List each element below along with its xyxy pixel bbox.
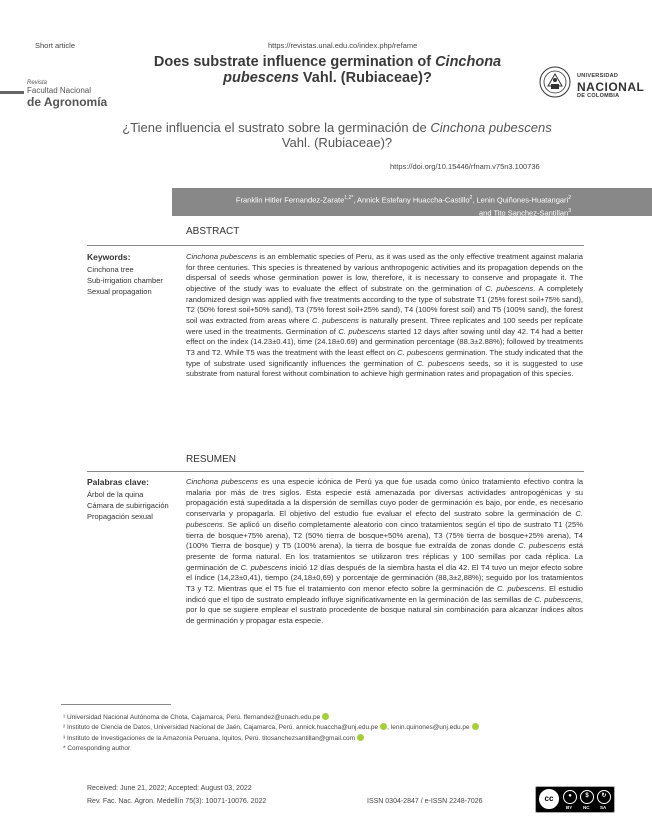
footnote-divider: [61, 704, 171, 705]
university-name-line2: NACIONAL: [577, 80, 645, 94]
journal-logo-line2: Facultad Nacional: [27, 86, 92, 95]
author-4-prefix: and: [478, 208, 494, 217]
resumen-heading: RESUMEN: [186, 454, 237, 465]
university-seal-icon: [538, 64, 572, 100]
title-en-suffix: Vahl. (Rubiaceae)?: [298, 70, 432, 86]
footnote-3: [63, 734, 479, 744]
sa-label: SA: [600, 805, 607, 810]
by-icon: ●: [563, 790, 577, 804]
author-band: Franklin Hitler Fernandez-Zarate$^{1,2*}$, Annick Estefany Huaccha-Castillo$^2$, Lenin Quiñones-Huatangari$^2$ and Tito Sanchez-Santillan$^3$: [172, 188, 652, 216]
title-spanish: [122, 120, 552, 150]
abstract-heading: ABSTRACT: [186, 226, 240, 237]
logo-accent-bar: [0, 91, 24, 94]
orcid-icon[interactable]: [472, 723, 479, 730]
footnote-1: [63, 713, 479, 723]
footnotes: [63, 713, 479, 755]
journal-url-link[interactable]: https://revistas.unal.edu.co/index.php/refame: [268, 41, 418, 50]
doi-link[interactable]: https://doi.org/10.15446/rfnam.v75n3.100736: [390, 162, 540, 171]
resumen-segment: es una especie icónica de Perú ya que fue usada como único tratamiento efectivo contra la malaria por más de tres siglos. Esta especie está amenazada por diversas actividades antropogénicas y su propagación está supeditada a la dispersión de semillas cuyo poder de germinación es bajo, por ende, es necesario conservarla y propagarla. El objetivo del estudio fue evaluar el efecto del sustrato sobre la germinación de: [186, 477, 583, 519]
university-name-line1: UNIVERSIDAD: [577, 73, 619, 79]
species-name: Cinchona pubescens: [186, 252, 258, 261]
title-es-species: Cinchona pubescens: [430, 120, 552, 135]
abstract-segment: is naturally present. Three replicates and 100 seeds per replicate were used in the treatments. Germination of: [186, 315, 583, 336]
article-type: Short article: [35, 41, 76, 50]
abstract-segment: seeds, so it is suggested to use substrate from natural forest without combination to achieve high germination rates and propagation of this species.: [186, 358, 584, 379]
nc-icon: $: [580, 790, 594, 804]
abstract-divider: [87, 245, 584, 246]
citation: Rev. Fac. Nac. Agron. Medellín 75(3): 10071-10076. 2022: [87, 798, 267, 805]
university-logo: [538, 64, 648, 104]
species-name: Cinchona pubescens: [186, 477, 258, 486]
author-1-affil: 1,2*: [344, 195, 354, 201]
journal-logo-line1: Revista: [27, 80, 48, 86]
journal-logo: [27, 80, 119, 109]
author-4[interactable]: Tito Sanchez-Santillan: [493, 208, 569, 217]
abstract-body: [186, 252, 583, 380]
footnote-2: [63, 723, 479, 733]
cc-icon: cc: [539, 789, 559, 809]
sa-icon: ↻: [597, 790, 611, 804]
species-name: C. pubescens: [338, 326, 386, 336]
cc-license-badge[interactable]: [535, 786, 615, 813]
resumen-divider: [87, 471, 584, 472]
author-3-affil: 2: [568, 195, 571, 201]
keywords-list: [87, 264, 163, 297]
title-en-prefix: Does substrate influence germination of: [153, 54, 436, 70]
author-2-affil: 2: [469, 195, 473, 201]
keyword-item: Árbol de la quina: [87, 490, 144, 499]
by-label: BY: [566, 805, 573, 810]
abstract-segment: . A completely randomized design was applied with five treatments according to the type of substrate T1 (25% forest soil+75% sand), T2 (50% forest soil+50% sand), T3 (75% forest soil+25% sand), T4 (100% forest soil) and T5 (100% sand), the forest soil was extracted from areas where: [186, 283, 583, 325]
author-1[interactable]: Franklin Hitler Fernandez-Zarate: [235, 195, 345, 205]
received-dates: Received: June 21, 2022; Accepted: August 03, 2022: [87, 785, 252, 792]
species-name: C. pubescens: [485, 283, 534, 293]
species-name: C. pubescens: [240, 562, 288, 572]
issn: ISSN 0304-2847 / e-ISSN 2248-7026: [367, 798, 483, 805]
orcid-icon[interactable]: [357, 734, 364, 741]
species-name: C. pubescens: [186, 509, 583, 529]
abstract-segment: is an emblematic species of Peru, as it was used as the only effective treatment against malaria for three centuries. This species is threatened by various anthropogenic activities and its propagation depends on the dispersal of seeds whose germination power is low, therefore, it is necessary to conserve and propagate it. The objective of the study was to evaluate the effect of substrate on the germination of: [186, 252, 583, 293]
species-name: C. pubescens: [496, 584, 545, 594]
keyword-item: Cinchona tree: [87, 265, 134, 274]
author-3[interactable]: Lenin Quiñones-Huatangari: [476, 195, 569, 205]
abstract-segment: started 12 days after sowing until day 42. T4 had a better effect on the index (14.23±0.41), time (24.18±0.69) and germination percentage (88.3±2.88%); followed by treatments T3 and T2. While T5 was the treatment with the least effect on: [186, 326, 583, 357]
species-name: C. pubescens: [534, 594, 581, 604]
footnote-2-text-a: ² Instituto de Ciencia de Datos, Universidad Nacional de Jaén, Cajamarca, Perú. annick.huaccha@unj.edu.pe: [63, 724, 379, 732]
resumen-segment: inició 12 días después de la siembra hasta el día 42. El T4 tuvo un mejor efecto sobre el índice (14,23±0,41), tiempo (24,18±0,69) y porcentaje de germinación (88,3±2,88%); seguido por los tratamientos T3 y T2. Mientras que el T5 fue el tratamiento con menor efecto sobre la germinación de: [186, 562, 583, 594]
orcid-icon[interactable]: [322, 713, 329, 720]
keyword-item: Sub-irrigation chamber: [87, 276, 163, 285]
species-name: C. pubescens: [518, 541, 566, 551]
nc-label: NC: [583, 805, 590, 810]
resumen-segment: está presente de forma natural. En los tratamientos se utilizaron tres réplicas y 100 semillas por cada réplica. La germinación de: [186, 541, 584, 572]
keywords-title: Keywords:: [87, 252, 131, 262]
title-es-suffix: Vahl. (Rubiaceae)?: [281, 135, 393, 150]
species-name: C. pubescens: [397, 347, 444, 357]
footnote-3-text: ³ Instituto de Investigaciones de la Amazonía Peruana, Iquitos, Perú. titosanchezsantillan@gmail.com: [63, 734, 356, 742]
resumen-segment: . Se aplicó un diseño completamente aleatorio con cinco tratamientos según el tipo de sustrato T1 (25% tierra de bosque+75% arena), T2 (50% tierra de bosque+50% arena), T3 (75% tierra de bosque+25% arena), T4 (100% Tierra de bosque) y T5 (100% arena), la tierra de bosque fue extraída de zonas donde: [186, 519, 583, 551]
title-es-prefix: ¿Tiene influencia el sustrato sobre la germinación de: [122, 120, 431, 135]
footnote-2-text-b: , lenin.quinones@unj.edu.pe: [387, 724, 470, 732]
resumen-segment: , por lo que se sugiere emplear el sustrato procedente de bosque natural sin combinación para alcanzar índices altos de germinación y propagar esta especie.: [186, 594, 583, 626]
abstract-segment: germination. The study indicated that the type of substrate used significantly influences the germination of: [186, 347, 583, 368]
keyword-item: Propagación sexual: [87, 512, 153, 521]
author-2[interactable]: Annick Estefany Huaccha-Castillo: [356, 195, 470, 205]
palabras-clave-title: Palabras clave:: [87, 477, 149, 487]
resumen-body: [186, 477, 583, 627]
resumen-segment: . El estudio indicó que el tipo de sustrato empleado influye significativamente en la germinación de las semillas de: [186, 584, 583, 604]
footnote-1-text: ¹ Universidad Nacional Autónoma de Chota, Cajamarca, Perú. ffernandez@unach.edu.pe: [63, 714, 321, 721]
keyword-item: Sexual propagation: [87, 287, 152, 296]
university-name-line3: DE COLOMBIA: [577, 93, 620, 99]
species-name: C. pubescens: [416, 358, 465, 368]
title-en-species: Cinchona pubescens: [223, 54, 502, 86]
species-name: C. pubescens: [312, 315, 359, 325]
author-4-affil: 3: [568, 207, 571, 214]
title-english: [125, 54, 530, 86]
footnote-4: * Corresponding author: [63, 745, 131, 753]
keyword-item: Cámara de subirrigación: [87, 501, 169, 510]
journal-logo-line3: de Agronomía: [27, 95, 108, 109]
palabras-clave-list: [87, 489, 169, 522]
